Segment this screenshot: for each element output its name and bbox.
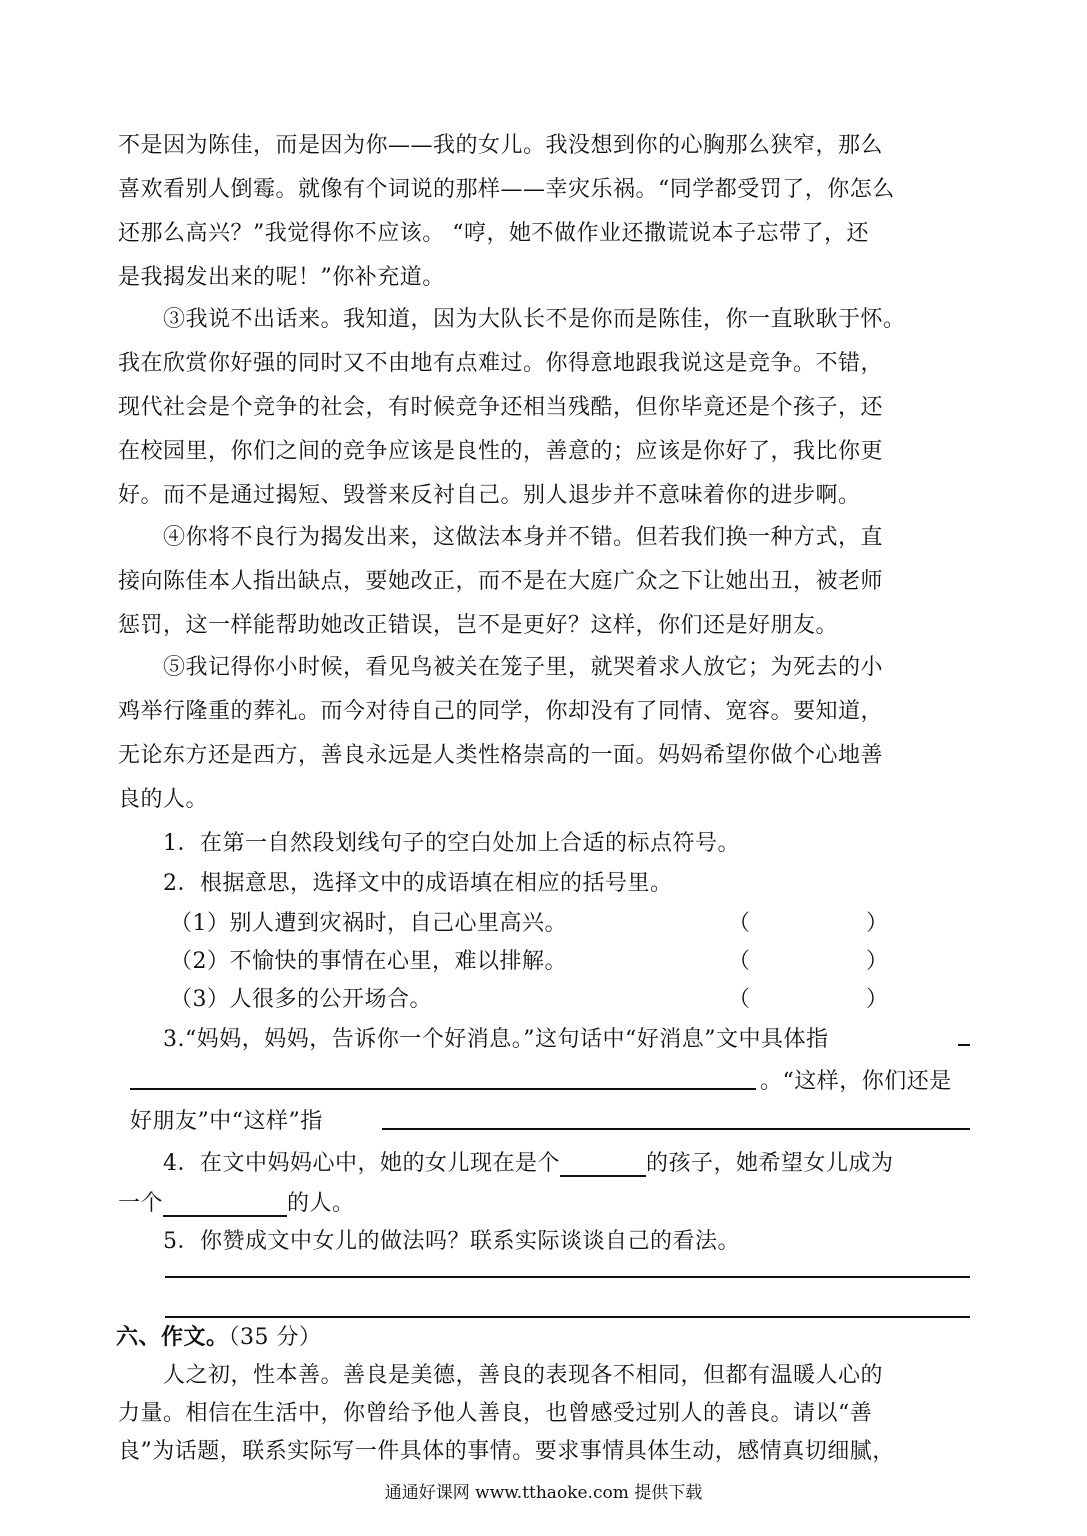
question-2: 2．根据意思，选择文中的成语填在相应的括号里。 (163, 871, 673, 896)
section-title: 六、作文。 (116, 1325, 229, 1350)
composition-line: 人之初，性本善。善良是美德，善良的表现各不相同，但都有温暖人心的 (163, 1363, 884, 1388)
answer-paren-open: （ (728, 949, 751, 974)
question-3-text: 好朋友”中“这样”指 (130, 1109, 323, 1134)
footer-credit: 通通好课网 www.tthaoke.com 提供下载 (384, 1483, 703, 1503)
question-1: 1．在第一自然段划线句子的空白处加上合适的标点符号。 (163, 831, 740, 856)
passage-line: 惩罚，这一样能帮助她改正错误，岂不是更好？这样，你们还是好朋友。 (118, 613, 839, 638)
passage-line: 是我揭发出来的呢！”你补充道。 (118, 265, 445, 290)
question-3: 3.“妈妈，妈妈，告诉你一个好消息。”这句话中“好消息”文中具体指 (163, 1027, 829, 1052)
passage-line: 我在欣赏你好强的同时又不由地有点难过。你得意地跟我说这是竞争。不错， (118, 351, 884, 376)
passage-line: ⑤我记得你小时候，看见鸟被关在笼子里，就哭着求人放它；为死去的小 (163, 655, 884, 680)
answer-paren-close: ） (866, 949, 889, 974)
passage-line: 鸡举行隆重的葬礼。而今对待自己的同学，你却没有了同情、宽容。要知道， (118, 699, 884, 724)
answer-blank[interactable] (163, 1193, 287, 1217)
passage-line: 现代社会是个竞争的社会，有时候竞争还相当残酷，但你毕竟还是个孩子，还 (118, 395, 884, 420)
composition-line: 良”为话题，联系实际写一件具体的事情。要求事情具体生动，感情真切细腻， (118, 1439, 895, 1464)
question-4-cont (118, 1186, 355, 1217)
question-4-text: 的人。 (287, 1191, 355, 1216)
question-4-text: 的孩子，她希望女儿成为 (646, 1151, 894, 1176)
passage-line: 良的人。 (118, 787, 209, 812)
passage-line: 不是因为陈佳，而是因为你——我的女儿。我没想到你的心胸那么狭窄，那么 (118, 133, 884, 158)
question-5: 5．你赞成文中女儿的做法吗？联系实际谈谈自己的看法。 (163, 1229, 740, 1254)
question-4-text: 一个 (118, 1191, 164, 1216)
passage-line: 接向陈佳本人指出缺点，要她改正，而不是在大庭广众之下让她出丑，被老师 (118, 569, 884, 594)
answer-blank[interactable] (130, 1088, 756, 1090)
answer-blank[interactable] (382, 1128, 970, 1130)
passage-line: 还那么高兴？”我觉得你不应该。 “哼，她不做作业还撒谎说本子忘带了，还 (118, 221, 869, 246)
passage-line: 无论东方还是西方，善良永远是人类性格崇高的一面。妈妈希望你做个心地善 (118, 743, 884, 768)
answer-paren-open: （ (728, 987, 751, 1012)
question-2-item: （1）别人遭到灾祸时，自己心里高兴。 (170, 911, 567, 936)
section-score: （35 分） (228, 1325, 322, 1350)
question-4 (163, 1146, 894, 1177)
composition-line: 力量。相信在生活中，你曾给予他人善良，也曾感受过别人的善良。请以“善 (118, 1401, 873, 1426)
answer-blank[interactable] (958, 1044, 970, 1046)
answer-paren-open: （ (728, 911, 751, 936)
passage-line: 好。而不是通过揭短、毁誉来反衬自己。别人退步并不意味着你的进步啊。 (118, 483, 861, 508)
answer-paren-close: ） (866, 911, 889, 936)
answer-blank[interactable] (560, 1153, 646, 1177)
question-4-text: 4．在文中妈妈心中，她的女儿现在是个 (163, 1151, 560, 1176)
answer-paren-close: ） (866, 987, 889, 1012)
passage-line: 在校园里，你们之间的竞争应该是良性的，善意的；应该是你好了，我比你更 (118, 439, 884, 464)
answer-line[interactable] (165, 1276, 970, 1278)
question-2-item: （3）人很多的公开场合。 (170, 987, 432, 1012)
question-2-item: （2）不愉快的事情在心里，难以排解。 (170, 949, 567, 974)
question-3-text: 。“这样，你们还是 (760, 1069, 952, 1094)
section-heading (116, 1320, 322, 1351)
passage-line: ④你将不良行为揭发出来，这做法本身并不错。但若我们换一种方式，直 (163, 525, 884, 550)
passage-line: ③我说不出话来。我知道，因为大队长不是你而是陈佳，你一直耿耿于怀。 (163, 307, 906, 332)
passage-line: 喜欢看别人倒霉。就像有个词说的那样——幸灾乐祸。“同学都受罚了，你怎么 (118, 177, 895, 202)
answer-line[interactable] (165, 1316, 970, 1318)
